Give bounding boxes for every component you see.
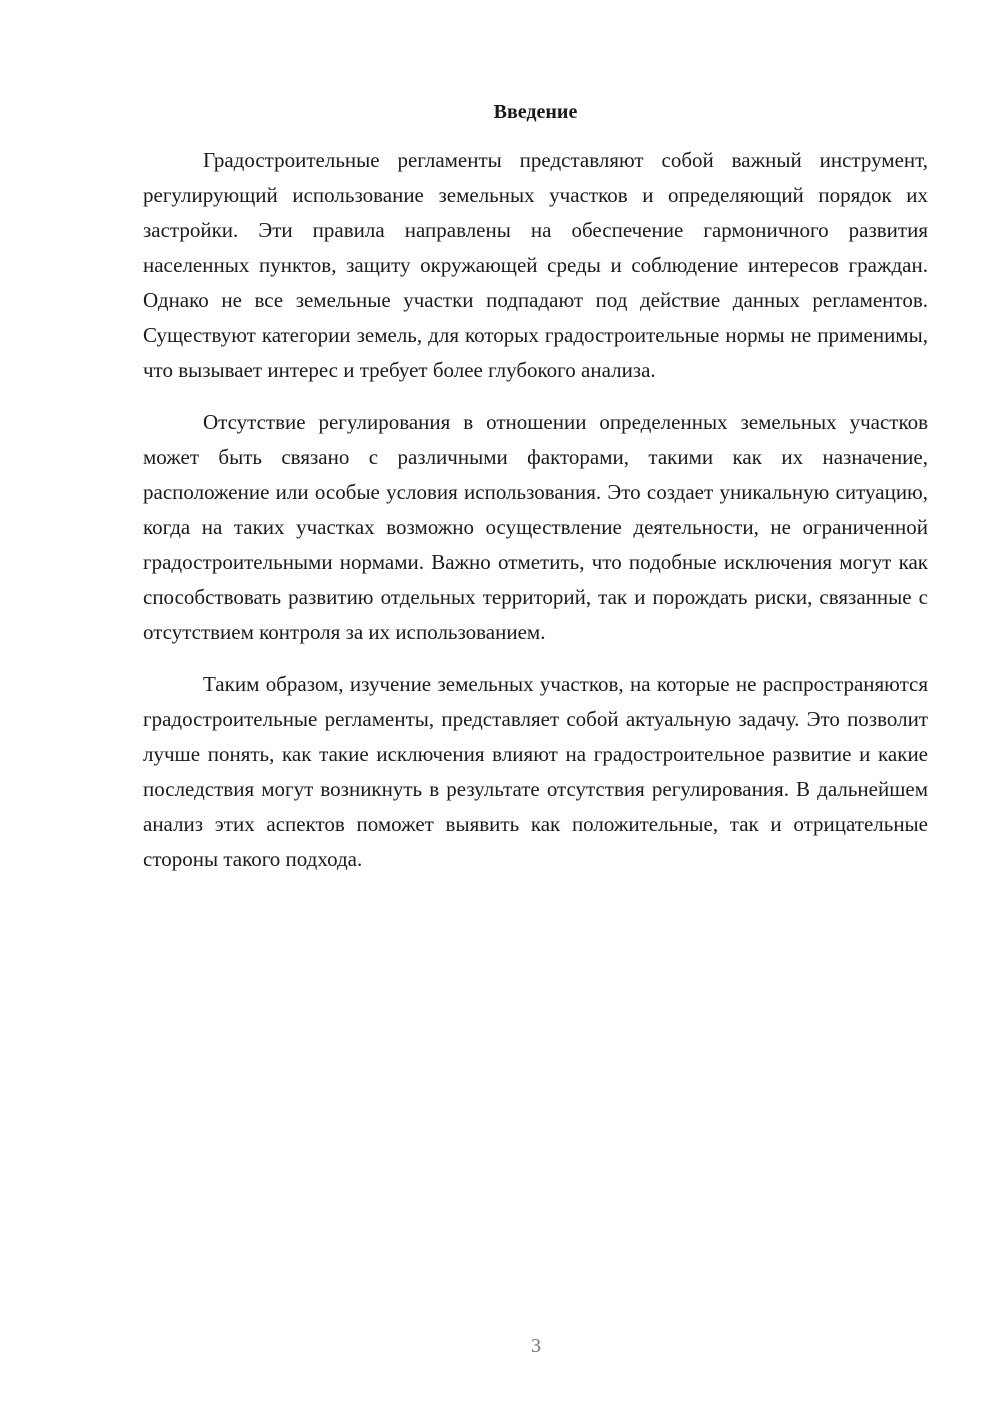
page-number: 3 — [531, 1335, 541, 1357]
paragraph-2: Отсутствие регулирования в отношении определенных земельных участков может быть связано с различными факторами, такими как их назначение, расположение или особые условия использования. Это создает уникальную ситуацию, когда на таких участках возможно осуществление деятельности, не ограниченной градостроительными нормами. Важно отметить, что подобные исключения могут как способствовать развитию отдельных территорий, так и порождать риски, связанные с отсутствием контроля за их использованием. — [143, 410, 928, 644]
paragraph-3: Таким образом, изучение земельных участков, на которые не распространяются градостроительные регламенты, представляет собой актуальную задачу. Это позволит лучше понять, как такие исключения влияют на градостроительное развитие и какие последствия могут возникнуть в результате отсутствия регулирования. В дальнейшем анализ этих аспектов поможет выявить как положительные, так и отрицательные стороны такого подхода. — [143, 672, 928, 871]
paragraph-1: Градостроительные регламенты представляют собой важный инструмент, регулирующий использование земельных участков и определяющий порядок их застройки. Эти правила направлены на обеспечение гармоничного развития населенных пунктов, защиту окружающей среды и соблюдение интересов граждан. Однако не все земельные участки подпадают под действие данных регламентов. Существуют категории земель, для которых градостроительные нормы не применимы, что вызывает интерес и требует более глубокого анализа. — [143, 148, 928, 382]
body-text — [143, 143, 928, 894]
section-title: Введение — [493, 101, 578, 123]
